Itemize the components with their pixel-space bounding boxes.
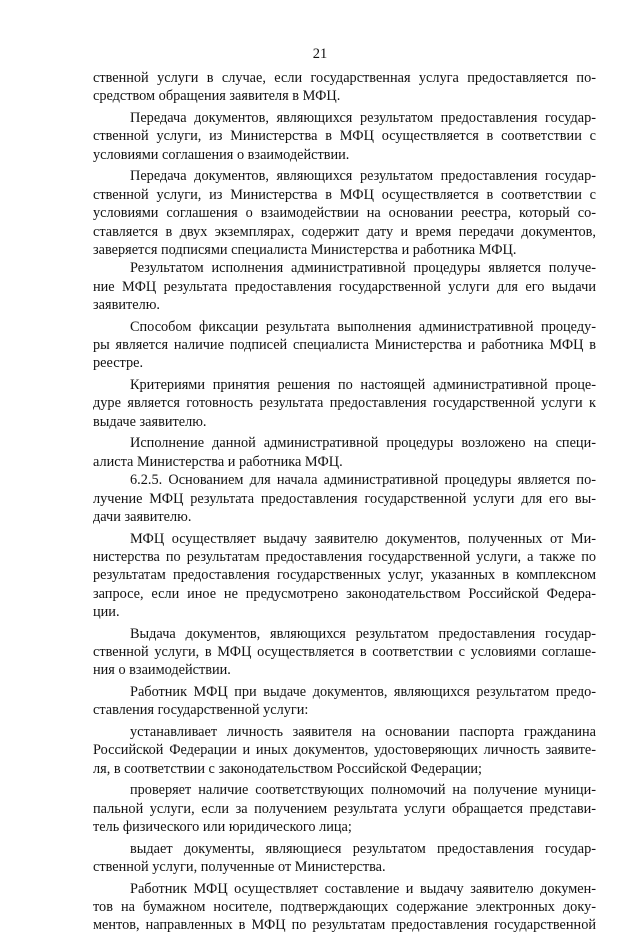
text-line: устанавливает личность заявителя на основании паспорта гражданина [130,723,596,740]
text-line: ния о взаимодействии. [93,662,231,679]
text-line: Выдача документов, являющихся результатом предоставления государ- [130,625,596,642]
text-line: лучение МФЦ результата предоставления государственной услуги для его вы- [93,490,596,507]
text-line: дуре является готовность результата предоставления государственной услуги к [93,395,596,412]
text-line: пальной услуги, если за получением результата услуги обращается представи- [93,800,596,817]
text-line: 6.2.5. Основанием для начала административной процедуры является по- [130,472,596,489]
page-number: 21 [312,46,328,62]
text-line: результатам предоставления государственных услуг, указанных в комплексном [93,567,596,584]
text-line: дачи заявителю. [93,508,192,525]
text-line: ставления государственной услуги: [93,702,309,719]
text-line: ственной услуги, полученные от Министерства. [93,859,386,876]
text-line: Работник МФЦ при выдаче документов, являющихся результатом предо- [130,684,596,700]
text-line: условиями соглашения о взаимодействии на основании реестра, который со- [93,205,596,222]
text-line: Критериями принятия решения по настоящей административной проце- [130,377,596,393]
text-line: запросе, если иное не предусмотрено законодательством Российской Федера- [93,585,596,602]
text-line: Результатом исполнения административной процедуры является получе- [130,260,596,277]
text-line: нистерства по результатам предоставления государственной услуги, а также по [93,548,596,565]
text-line: условиями соглашения о взаимодействии. [93,146,350,163]
text-line: ственной услуги, из Министерства в МФЦ осуществляется в соответствии с [93,186,596,203]
text-line: Работник МФЦ осуществляет составление и выдачу заявителю докумен- [130,880,596,897]
text-line: средством обращения заявителя в МФЦ. [93,88,341,105]
text-line: выдаче заявителю. [93,413,207,430]
text-line: тов на бумажном носителе, подтверждающих содержание электронных доку- [93,899,596,916]
text-line: ственной услуги, в МФЦ осуществляется в соответствии с условиями соглаше- [93,644,596,661]
text-line: МФЦ осуществляет выдачу заявителю документов, полученных от Ми- [130,530,596,547]
text-line: ля, в соответствии с законодательством Российской Федерации; [93,760,482,777]
text-line: проверяет наличие соответствующих полномочий на получение муници- [130,782,596,799]
text-line: ственной услуги в случае, если государственная услуга предоставляется по- [93,70,596,86]
text-line: ставляется в двух экземплярах, содержит дату и время передачи документов, [93,223,596,240]
text-line: ры является наличие подписей специалиста Министерства и работника МФЦ в [93,337,596,354]
text-line: Передача документов, являющихся результатом предоставления государ- [130,168,596,185]
text-line: ции. [93,604,120,621]
text-line: реестре. [93,355,144,372]
text-line: заявителю. [93,297,160,314]
text-line: заверяется подписями специалиста Министерства и работника МФЦ. [93,241,517,258]
text-line: ственной услуги, из Министерства в МФЦ осуществляется в соответствии с [93,128,596,145]
text-line: алиста Министерства и работника МФЦ. [93,453,343,470]
text-line: Передача документов, являющихся результатом предоставления государ- [130,109,596,126]
text-line: тель физического или юридического лица; [93,819,352,836]
text-line: Российской Федерации и иных документов, удостоверяющих личность заявите- [93,742,596,759]
document-body [93,69,596,935]
text-line: ментов, направленных в МФЦ по результатам предоставления государственной [93,917,596,934]
text-line: выдает документы, являющиеся результатом предоставления государ- [130,840,596,857]
text-line: Способом фиксации результата выполнения административной процеду- [130,318,596,335]
text-line: Исполнение данной административной процедуры возложено на специ- [130,435,596,452]
text-line: ние МФЦ результата предоставления государственной услуги для его выдачи [93,278,596,295]
